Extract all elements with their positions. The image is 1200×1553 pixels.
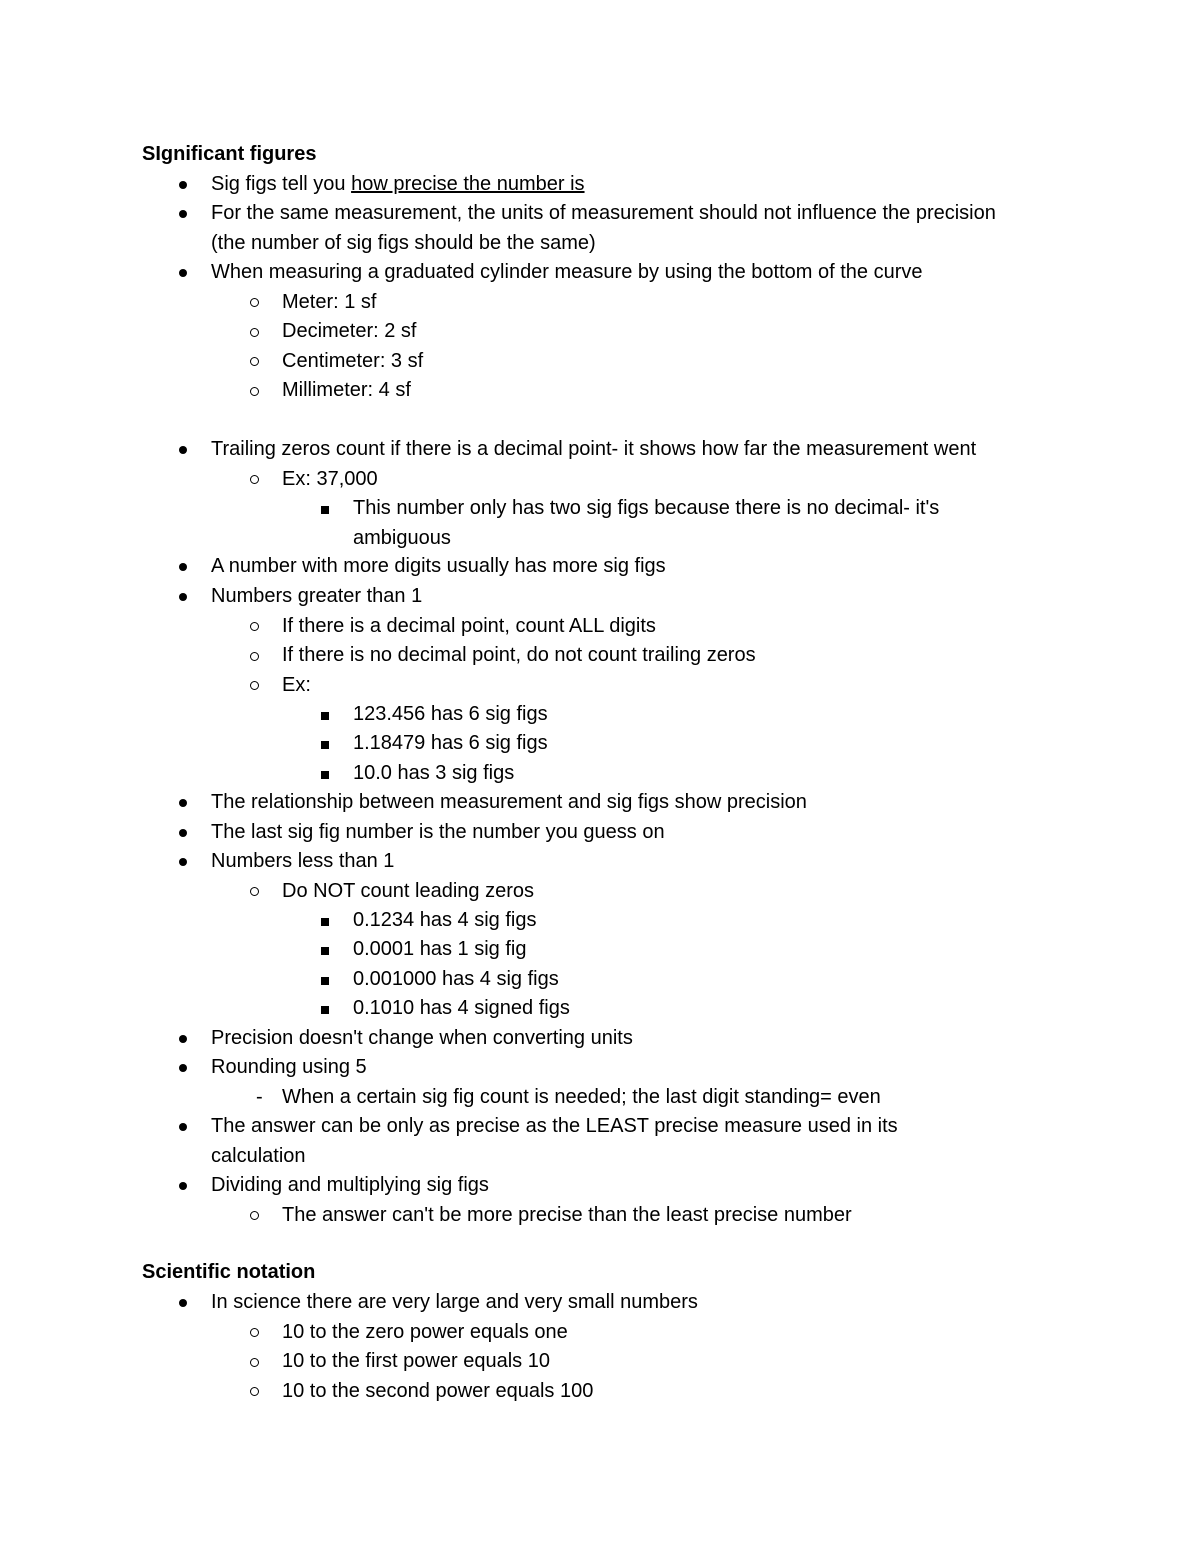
underlined-phrase: how precise the number is bbox=[351, 173, 585, 195]
bullet-disc-icon bbox=[179, 1299, 187, 1307]
sub-sub-list-item: 0.1234 has 4 sig figs bbox=[353, 909, 537, 931]
bullet-disc-icon bbox=[179, 563, 187, 571]
section-heading-scientific-notation: Scientific notation bbox=[142, 1261, 316, 1283]
bullet-circle-icon bbox=[250, 622, 259, 631]
bullet-disc-icon bbox=[179, 799, 187, 807]
bullet-circle-icon bbox=[250, 387, 259, 396]
bullet-circle-icon bbox=[250, 357, 259, 366]
bullet-disc-icon bbox=[179, 181, 187, 189]
sub-list-item: The answer can't be more precise than the least precise number bbox=[282, 1204, 852, 1226]
bullet-square-icon bbox=[321, 918, 329, 926]
section-heading-significant-figures: SIgnificant figures bbox=[142, 143, 317, 165]
bullet-circle-icon bbox=[250, 1387, 259, 1396]
list-item: Numbers greater than 1 bbox=[211, 585, 423, 607]
bullet-disc-icon bbox=[179, 1182, 187, 1190]
bullet-square-icon bbox=[321, 771, 329, 779]
bullet-circle-icon bbox=[250, 475, 259, 484]
list-item-continuation: (the number of sig figs should be the same) bbox=[211, 232, 596, 254]
bullet-circle-icon bbox=[250, 328, 259, 337]
bullet-square-icon bbox=[321, 741, 329, 749]
bullet-square-icon bbox=[321, 712, 329, 720]
sub-list-item: Centimeter: 3 sf bbox=[282, 350, 424, 372]
bullet-circle-icon bbox=[250, 1211, 259, 1220]
sub-list-item: If there is a decimal point, count ALL digits bbox=[282, 615, 656, 637]
list-item: Trailing zeros count if there is a decimal point- it shows how far the measurement went bbox=[211, 438, 977, 460]
list-item: When measuring a graduated cylinder measure by using the bottom of the curve bbox=[211, 261, 923, 283]
sub-list-item: 10 to the first power equals 10 bbox=[282, 1350, 550, 1372]
list-item: In science there are very large and very small numbers bbox=[211, 1291, 698, 1313]
bullet-disc-icon bbox=[179, 1123, 187, 1131]
bullet-circle-icon bbox=[250, 681, 259, 690]
list-item: The last sig fig number is the number you guess on bbox=[211, 821, 665, 843]
list-item: Rounding using 5 bbox=[211, 1056, 367, 1078]
sub-list-item: 10 to the zero power equals one bbox=[282, 1321, 568, 1343]
bullet-square-icon bbox=[321, 977, 329, 985]
sub-list-item: Do NOT count leading zeros bbox=[282, 880, 534, 902]
list-item: A number with more digits usually has more sig figs bbox=[211, 555, 666, 577]
list-item: The relationship between measurement and sig figs show precision bbox=[211, 791, 807, 813]
bullet-disc-icon bbox=[179, 1064, 187, 1072]
list-item: Dividing and multiplying sig figs bbox=[211, 1174, 489, 1196]
bullet-disc-icon bbox=[179, 269, 187, 277]
bullet-circle-icon bbox=[250, 298, 259, 307]
list-item bbox=[211, 170, 585, 200]
bullet-circle-icon bbox=[250, 1328, 259, 1337]
sub-list-item: If there is no decimal point, do not count trailing zeros bbox=[282, 644, 756, 666]
list-item-text: Sig figs tell you bbox=[211, 173, 352, 195]
list-item: For the same measurement, the units of measurement should not influence the precision bbox=[211, 202, 996, 224]
sub-sub-list-item-continuation: ambiguous bbox=[353, 527, 451, 549]
sub-list-item: Decimeter: 2 sf bbox=[282, 320, 417, 342]
list-item-continuation: calculation bbox=[211, 1145, 306, 1167]
bullet-circle-icon bbox=[250, 887, 259, 896]
bullet-disc-icon bbox=[179, 593, 187, 601]
sub-sub-list-item: 0.001000 has 4 sig figs bbox=[353, 968, 559, 990]
bullet-square-icon bbox=[321, 1006, 329, 1014]
bullet-disc-icon bbox=[179, 829, 187, 837]
bullet-circle-icon bbox=[250, 1358, 259, 1367]
sub-sub-list-item: 0.0001 has 1 sig fig bbox=[353, 938, 527, 960]
bullet-disc-icon bbox=[179, 858, 187, 866]
sub-list-item: Ex: 37,000 bbox=[282, 468, 378, 490]
sub-sub-list-item: 1.18479 has 6 sig figs bbox=[353, 732, 548, 754]
bullet-circle-icon bbox=[250, 652, 259, 661]
sub-list-item: Meter: 1 sf bbox=[282, 291, 377, 313]
bullet-disc-icon bbox=[179, 210, 187, 218]
bullet-disc-icon bbox=[179, 1035, 187, 1043]
sub-sub-list-item: This number only has two sig figs because there is no decimal- it's bbox=[353, 497, 940, 519]
sub-sub-list-item: 0.1010 has 4 signed figs bbox=[353, 997, 570, 1019]
bullet-disc-icon bbox=[179, 446, 187, 454]
list-item: The answer can be only as precise as the LEAST precise measure used in its bbox=[211, 1115, 898, 1137]
list-item: Precision doesn't change when converting units bbox=[211, 1027, 633, 1049]
list-item: Numbers less than 1 bbox=[211, 850, 395, 872]
dash-list-item: When a certain sig fig count is needed; the last digit standing= even bbox=[282, 1086, 881, 1108]
sub-list-item: Ex: bbox=[282, 674, 311, 696]
bullet-square-icon bbox=[321, 947, 329, 955]
sub-sub-list-item: 10.0 has 3 sig figs bbox=[353, 762, 515, 784]
bullet-square-icon bbox=[321, 506, 329, 514]
dash-marker: - bbox=[256, 1086, 263, 1108]
sub-list-item: 10 to the second power equals 100 bbox=[282, 1380, 594, 1402]
sub-sub-list-item: 123.456 has 6 sig figs bbox=[353, 703, 548, 725]
sub-list-item: Millimeter: 4 sf bbox=[282, 379, 411, 401]
